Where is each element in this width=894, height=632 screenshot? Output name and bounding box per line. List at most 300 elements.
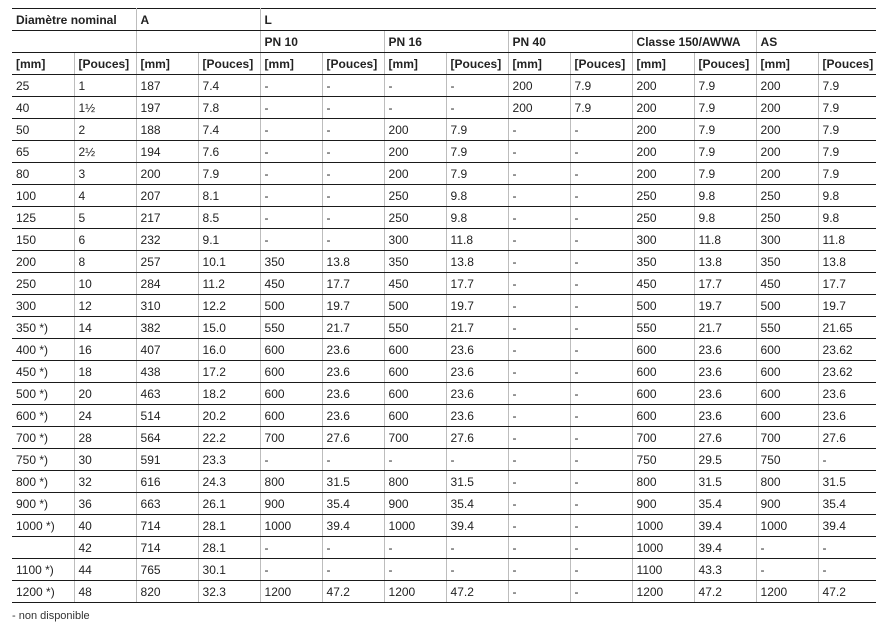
cell-classe150-mm: 200 xyxy=(632,75,694,97)
footnote: - non disponible xyxy=(12,610,90,622)
cell-a-mm: 217 xyxy=(136,207,198,229)
cell-pn40-mm: - xyxy=(508,537,570,559)
cell-as-in: 7.9 xyxy=(818,141,876,163)
cell-dn-in: 44 xyxy=(74,559,136,581)
cell-pn16-in: - xyxy=(446,449,508,471)
cell-pn40-mm: - xyxy=(508,427,570,449)
cell-classe150-mm: 800 xyxy=(632,471,694,493)
cell-pn40-in: - xyxy=(570,273,632,295)
cell-as-mm: 200 xyxy=(756,163,818,185)
cell-pn10-in: 23.6 xyxy=(322,405,384,427)
table-row xyxy=(12,493,876,515)
cell-dn-mm: 125 xyxy=(12,207,74,229)
cell-dn-in: 14 xyxy=(74,317,136,339)
cell-as-in: 39.4 xyxy=(818,515,876,537)
cell-classe150-mm: 500 xyxy=(632,295,694,317)
cell-pn40-in: - xyxy=(570,405,632,427)
cell-pn40-in: - xyxy=(570,317,632,339)
cell-a-mm: 232 xyxy=(136,229,198,251)
header-row-2 xyxy=(12,31,876,53)
unit-mm-header: [mm] xyxy=(136,53,198,75)
cell-pn10-in: 17.7 xyxy=(322,273,384,295)
cell-a-mm: 564 xyxy=(136,427,198,449)
cell-classe150-in: 13.8 xyxy=(694,251,756,273)
cell-pn40-in: - xyxy=(570,581,632,603)
cell-dn-in: 8 xyxy=(74,251,136,273)
cell-classe150-in: 23.6 xyxy=(694,405,756,427)
cell-pn16-in: 35.4 xyxy=(446,493,508,515)
cell-classe150-mm: 200 xyxy=(632,97,694,119)
cell-pn40-in: 7.9 xyxy=(570,75,632,97)
cell-as-in: 21.65 xyxy=(818,317,876,339)
cell-pn16-mm: 200 xyxy=(384,163,446,185)
table-row xyxy=(12,515,876,537)
cell-a-in: 20.2 xyxy=(198,405,260,427)
unit-mm-header: [mm] xyxy=(12,53,74,75)
cell-pn40-mm: - xyxy=(508,251,570,273)
cell-a-in: 7.4 xyxy=(198,75,260,97)
cell-classe150-in: 23.6 xyxy=(694,383,756,405)
header-row-1 xyxy=(12,9,876,31)
cell-pn10-in: - xyxy=(322,207,384,229)
cell-as-in: 31.5 xyxy=(818,471,876,493)
cell-pn10-mm: - xyxy=(260,163,322,185)
cell-pn16-mm: 800 xyxy=(384,471,446,493)
cell-as-in: - xyxy=(818,537,876,559)
cell-pn16-in: 7.9 xyxy=(446,163,508,185)
cell-pn10-in: - xyxy=(322,559,384,581)
cell-as-mm: 600 xyxy=(756,361,818,383)
cell-pn40-in: - xyxy=(570,383,632,405)
cell-as-in: 13.8 xyxy=(818,251,876,273)
cell-classe150-mm: 450 xyxy=(632,273,694,295)
table-row xyxy=(12,163,876,185)
cell-a-mm: 188 xyxy=(136,119,198,141)
cell-pn16-mm: 350 xyxy=(384,251,446,273)
cell-pn40-mm: - xyxy=(508,273,570,295)
cell-pn16-in: 39.4 xyxy=(446,515,508,537)
cell-as-mm: 450 xyxy=(756,273,818,295)
table-row xyxy=(12,405,876,427)
cell-pn16-in: 23.6 xyxy=(446,405,508,427)
cell-pn40-mm: - xyxy=(508,405,570,427)
cell-classe150-mm: 350 xyxy=(632,251,694,273)
cell-dn-mm: 500 *) xyxy=(12,383,74,405)
cell-dn-in: 10 xyxy=(74,273,136,295)
cell-pn10-mm: 600 xyxy=(260,405,322,427)
cell-pn40-in: - xyxy=(570,515,632,537)
cell-pn10-in: 39.4 xyxy=(322,515,384,537)
cell-pn10-mm: 1000 xyxy=(260,515,322,537)
table-row xyxy=(12,141,876,163)
cell-as-in: 9.8 xyxy=(818,207,876,229)
cell-a-in: 9.1 xyxy=(198,229,260,251)
cell-dn-mm: 750 *) xyxy=(12,449,74,471)
table-row xyxy=(12,581,876,603)
cell-as-in: 23.62 xyxy=(818,339,876,361)
l-header: L xyxy=(260,9,876,31)
cell-dn-mm: 450 *) xyxy=(12,361,74,383)
cell-pn10-mm: - xyxy=(260,141,322,163)
cell-a-mm: 197 xyxy=(136,97,198,119)
cell-pn16-in: 17.7 xyxy=(446,273,508,295)
cell-pn40-in: - xyxy=(570,141,632,163)
cell-as-in: 35.4 xyxy=(818,493,876,515)
cell-a-mm: 714 xyxy=(136,515,198,537)
cell-pn40-in: - xyxy=(570,471,632,493)
cell-pn16-mm: 550 xyxy=(384,317,446,339)
cell-classe150-in: 39.4 xyxy=(694,537,756,559)
cell-as-in: 17.7 xyxy=(818,273,876,295)
cell-dn-mm: 100 xyxy=(12,185,74,207)
cell-classe150-mm: 600 xyxy=(632,383,694,405)
cell-pn10-mm: - xyxy=(260,559,322,581)
cell-as-mm: 1200 xyxy=(756,581,818,603)
diam-blank-cell xyxy=(12,31,136,53)
cell-a-in: 23.3 xyxy=(198,449,260,471)
unit-in-header: [Pouces] xyxy=(74,53,136,75)
cell-classe150-in: 27.6 xyxy=(694,427,756,449)
group-header-pn10: PN 10 xyxy=(260,31,384,53)
cell-classe150-in: 39.4 xyxy=(694,515,756,537)
cell-pn10-in: - xyxy=(322,97,384,119)
cell-pn40-in: - xyxy=(570,361,632,383)
cell-as-mm: 250 xyxy=(756,185,818,207)
cell-pn40-in: - xyxy=(570,229,632,251)
unit-mm-header: [mm] xyxy=(632,53,694,75)
cell-pn16-in: 11.8 xyxy=(446,229,508,251)
cell-a-in: 8.1 xyxy=(198,185,260,207)
cell-pn10-mm: 700 xyxy=(260,427,322,449)
cell-pn10-in: - xyxy=(322,229,384,251)
cell-pn40-mm: - xyxy=(508,493,570,515)
cell-pn16-mm: 200 xyxy=(384,119,446,141)
cell-pn40-mm: 200 xyxy=(508,75,570,97)
table-row xyxy=(12,427,876,449)
table-row xyxy=(12,361,876,383)
cell-pn10-mm: 900 xyxy=(260,493,322,515)
cell-pn10-mm: 550 xyxy=(260,317,322,339)
cell-pn40-mm: - xyxy=(508,471,570,493)
unit-in-header: [Pouces] xyxy=(198,53,260,75)
cell-pn10-in: - xyxy=(322,119,384,141)
cell-pn16-in: 13.8 xyxy=(446,251,508,273)
cell-classe150-in: 7.9 xyxy=(694,141,756,163)
cell-dn-mm: 900 *) xyxy=(12,493,74,515)
unit-mm-header: [mm] xyxy=(260,53,322,75)
cell-a-in: 7.8 xyxy=(198,97,260,119)
cell-pn40-mm: - xyxy=(508,449,570,471)
a-blank-cell xyxy=(136,31,260,53)
cell-pn40-in: - xyxy=(570,339,632,361)
cell-pn10-in: 23.6 xyxy=(322,361,384,383)
cell-pn10-in: 23.6 xyxy=(322,383,384,405)
cell-as-mm: - xyxy=(756,537,818,559)
cell-a-in: 16.0 xyxy=(198,339,260,361)
cell-dn-mm: 50 xyxy=(12,119,74,141)
unit-in-header: [Pouces] xyxy=(322,53,384,75)
table-row xyxy=(12,207,876,229)
cell-pn40-mm: - xyxy=(508,515,570,537)
cell-a-mm: 382 xyxy=(136,317,198,339)
cell-pn40-mm: - xyxy=(508,559,570,581)
cell-pn10-in: - xyxy=(322,141,384,163)
cell-pn10-in: 23.6 xyxy=(322,339,384,361)
table-row xyxy=(12,471,876,493)
cell-dn-in: 1½ xyxy=(74,97,136,119)
cell-pn40-mm: - xyxy=(508,317,570,339)
cell-pn16-mm: 250 xyxy=(384,207,446,229)
cell-pn16-mm: 600 xyxy=(384,339,446,361)
cell-as-in: 23.6 xyxy=(818,383,876,405)
cell-classe150-in: 11.8 xyxy=(694,229,756,251)
cell-a-in: 18.2 xyxy=(198,383,260,405)
cell-dn-mm: 1200 *) xyxy=(12,581,74,603)
header-row-units xyxy=(12,53,876,75)
cell-pn16-mm: 1200 xyxy=(384,581,446,603)
cell-pn16-mm: 250 xyxy=(384,185,446,207)
cell-classe150-in: 7.9 xyxy=(694,163,756,185)
cell-a-in: 8.5 xyxy=(198,207,260,229)
cell-pn10-mm: - xyxy=(260,229,322,251)
cell-pn10-in: 27.6 xyxy=(322,427,384,449)
unit-in-header: [Pouces] xyxy=(694,53,756,75)
cell-dn-mm: 250 xyxy=(12,273,74,295)
cell-pn16-in: - xyxy=(446,75,508,97)
cell-as-mm: - xyxy=(756,559,818,581)
cell-pn10-mm: 800 xyxy=(260,471,322,493)
cell-pn10-mm: - xyxy=(260,75,322,97)
cell-dn-mm xyxy=(12,537,74,559)
table-row xyxy=(12,295,876,317)
cell-a-mm: 200 xyxy=(136,163,198,185)
cell-a-in: 30.1 xyxy=(198,559,260,581)
cell-pn16-mm: 300 xyxy=(384,229,446,251)
cell-a-in: 26.1 xyxy=(198,493,260,515)
cell-pn10-in: - xyxy=(322,537,384,559)
cell-a-in: 28.1 xyxy=(198,515,260,537)
cell-classe150-mm: 250 xyxy=(632,185,694,207)
cell-classe150-mm: 300 xyxy=(632,229,694,251)
cell-dn-in: 36 xyxy=(74,493,136,515)
cell-pn10-in: 13.8 xyxy=(322,251,384,273)
cell-pn10-mm: 1200 xyxy=(260,581,322,603)
cell-pn16-in: - xyxy=(446,97,508,119)
cell-dn-in: 1 xyxy=(74,75,136,97)
cell-a-mm: 438 xyxy=(136,361,198,383)
cell-pn16-in: 23.6 xyxy=(446,339,508,361)
group-header-classe150: Classe 150/AWWA xyxy=(632,31,756,53)
cell-a-mm: 207 xyxy=(136,185,198,207)
unit-mm-header: [mm] xyxy=(508,53,570,75)
cell-pn16-mm: 600 xyxy=(384,405,446,427)
cell-classe150-in: 7.9 xyxy=(694,75,756,97)
cell-pn16-mm: 500 xyxy=(384,295,446,317)
table-row xyxy=(12,229,876,251)
cell-dn-in: 16 xyxy=(74,339,136,361)
cell-pn10-mm: 600 xyxy=(260,339,322,361)
cell-a-mm: 514 xyxy=(136,405,198,427)
cell-pn16-mm: 600 xyxy=(384,361,446,383)
cell-pn40-mm: - xyxy=(508,141,570,163)
cell-dn-in: 12 xyxy=(74,295,136,317)
cell-dn-in: 28 xyxy=(74,427,136,449)
cell-as-in: 7.9 xyxy=(818,163,876,185)
cell-pn16-in: 7.9 xyxy=(446,141,508,163)
cell-dn-mm: 800 *) xyxy=(12,471,74,493)
cell-pn10-mm: - xyxy=(260,97,322,119)
cell-dn-mm: 700 *) xyxy=(12,427,74,449)
cell-pn16-in: 7.9 xyxy=(446,119,508,141)
a-header: A xyxy=(136,9,260,31)
table-row xyxy=(12,537,876,559)
cell-pn10-mm: - xyxy=(260,537,322,559)
cell-dn-in: 42 xyxy=(74,537,136,559)
cell-pn16-mm: 900 xyxy=(384,493,446,515)
cell-pn16-in: 27.6 xyxy=(446,427,508,449)
cell-dn-mm: 1100 *) xyxy=(12,559,74,581)
cell-pn40-mm: - xyxy=(508,383,570,405)
cell-dn-in: 32 xyxy=(74,471,136,493)
cell-a-mm: 284 xyxy=(136,273,198,295)
table-row xyxy=(12,251,876,273)
cell-pn10-mm: - xyxy=(260,185,322,207)
cell-as-mm: 350 xyxy=(756,251,818,273)
cell-pn10-mm: 500 xyxy=(260,295,322,317)
cell-pn40-in: - xyxy=(570,493,632,515)
cell-a-mm: 194 xyxy=(136,141,198,163)
table-row xyxy=(12,97,876,119)
cell-dn-mm: 40 xyxy=(12,97,74,119)
cell-pn40-mm: 200 xyxy=(508,97,570,119)
cell-a-in: 28.1 xyxy=(198,537,260,559)
cell-pn10-in: - xyxy=(322,449,384,471)
cell-a-in: 32.3 xyxy=(198,581,260,603)
cell-a-in: 24.3 xyxy=(198,471,260,493)
cell-classe150-mm: 1000 xyxy=(632,515,694,537)
table-row xyxy=(12,559,876,581)
cell-pn10-mm: 600 xyxy=(260,361,322,383)
cell-pn16-in: 23.6 xyxy=(446,383,508,405)
cell-pn40-in: 7.9 xyxy=(570,97,632,119)
cell-pn16-mm: 200 xyxy=(384,141,446,163)
cell-pn10-in: 21.7 xyxy=(322,317,384,339)
cell-classe150-in: 35.4 xyxy=(694,493,756,515)
cell-classe150-mm: 600 xyxy=(632,361,694,383)
dimensions-table-container xyxy=(12,8,876,603)
cell-dn-mm: 150 xyxy=(12,229,74,251)
cell-a-mm: 187 xyxy=(136,75,198,97)
cell-pn16-in: 31.5 xyxy=(446,471,508,493)
cell-dn-mm: 400 *) xyxy=(12,339,74,361)
cell-pn16-mm: - xyxy=(384,97,446,119)
cell-as-in: 7.9 xyxy=(818,97,876,119)
cell-pn10-mm: 600 xyxy=(260,383,322,405)
cell-pn40-in: - xyxy=(570,119,632,141)
cell-pn16-mm: - xyxy=(384,449,446,471)
cell-dn-in: 2½ xyxy=(74,141,136,163)
cell-pn40-mm: - xyxy=(508,295,570,317)
group-header-pn40: PN 40 xyxy=(508,31,632,53)
dimensions-table xyxy=(12,8,876,603)
cell-pn10-in: 19.7 xyxy=(322,295,384,317)
cell-dn-in: 6 xyxy=(74,229,136,251)
cell-a-mm: 257 xyxy=(136,251,198,273)
cell-pn10-in: - xyxy=(322,163,384,185)
cell-as-in: 23.6 xyxy=(818,405,876,427)
cell-classe150-in: 7.9 xyxy=(694,97,756,119)
cell-as-mm: 1000 xyxy=(756,515,818,537)
cell-pn16-mm: - xyxy=(384,75,446,97)
cell-a-mm: 714 xyxy=(136,537,198,559)
cell-pn10-in: 31.5 xyxy=(322,471,384,493)
table-row xyxy=(12,339,876,361)
cell-a-mm: 310 xyxy=(136,295,198,317)
cell-classe150-in: 7.9 xyxy=(694,119,756,141)
cell-as-in: 9.8 xyxy=(818,185,876,207)
table-row xyxy=(12,317,876,339)
cell-a-mm: 407 xyxy=(136,339,198,361)
cell-pn40-mm: - xyxy=(508,207,570,229)
cell-classe150-in: 23.6 xyxy=(694,339,756,361)
cell-pn40-mm: - xyxy=(508,229,570,251)
cell-a-in: 12.2 xyxy=(198,295,260,317)
cell-pn10-mm: 450 xyxy=(260,273,322,295)
cell-dn-in: 2 xyxy=(74,119,136,141)
cell-classe150-in: 23.6 xyxy=(694,361,756,383)
table-row xyxy=(12,75,876,97)
cell-pn40-mm: - xyxy=(508,581,570,603)
cell-a-mm: 820 xyxy=(136,581,198,603)
cell-classe150-mm: 200 xyxy=(632,141,694,163)
cell-as-in: 23.62 xyxy=(818,361,876,383)
cell-pn40-in: - xyxy=(570,427,632,449)
cell-classe150-mm: 600 xyxy=(632,339,694,361)
cell-dn-mm: 1000 *) xyxy=(12,515,74,537)
cell-a-in: 7.9 xyxy=(198,163,260,185)
cell-classe150-mm: 900 xyxy=(632,493,694,515)
cell-classe150-in: 43.3 xyxy=(694,559,756,581)
cell-pn40-mm: - xyxy=(508,361,570,383)
cell-as-mm: 600 xyxy=(756,383,818,405)
cell-classe150-in: 21.7 xyxy=(694,317,756,339)
table-row xyxy=(12,273,876,295)
cell-pn10-mm: - xyxy=(260,207,322,229)
cell-as-mm: 200 xyxy=(756,97,818,119)
cell-pn16-mm: 1000 xyxy=(384,515,446,537)
cell-classe150-in: 17.7 xyxy=(694,273,756,295)
unit-mm-header: [mm] xyxy=(756,53,818,75)
cell-dn-in: 5 xyxy=(74,207,136,229)
unit-in-header: [Pouces] xyxy=(818,53,876,75)
cell-pn40-in: - xyxy=(570,559,632,581)
cell-as-mm: 750 xyxy=(756,449,818,471)
cell-pn10-in: 35.4 xyxy=(322,493,384,515)
cell-dn-mm: 600 *) xyxy=(12,405,74,427)
cell-classe150-mm: 550 xyxy=(632,317,694,339)
cell-as-mm: 550 xyxy=(756,317,818,339)
cell-pn16-in: - xyxy=(446,537,508,559)
table-row xyxy=(12,449,876,471)
cell-as-mm: 200 xyxy=(756,141,818,163)
cell-classe150-mm: 1000 xyxy=(632,537,694,559)
cell-pn16-in: - xyxy=(446,559,508,581)
cell-dn-mm: 200 xyxy=(12,251,74,273)
cell-pn40-mm: - xyxy=(508,163,570,185)
cell-as-in: 7.9 xyxy=(818,119,876,141)
cell-a-in: 22.2 xyxy=(198,427,260,449)
cell-classe150-mm: 200 xyxy=(632,119,694,141)
